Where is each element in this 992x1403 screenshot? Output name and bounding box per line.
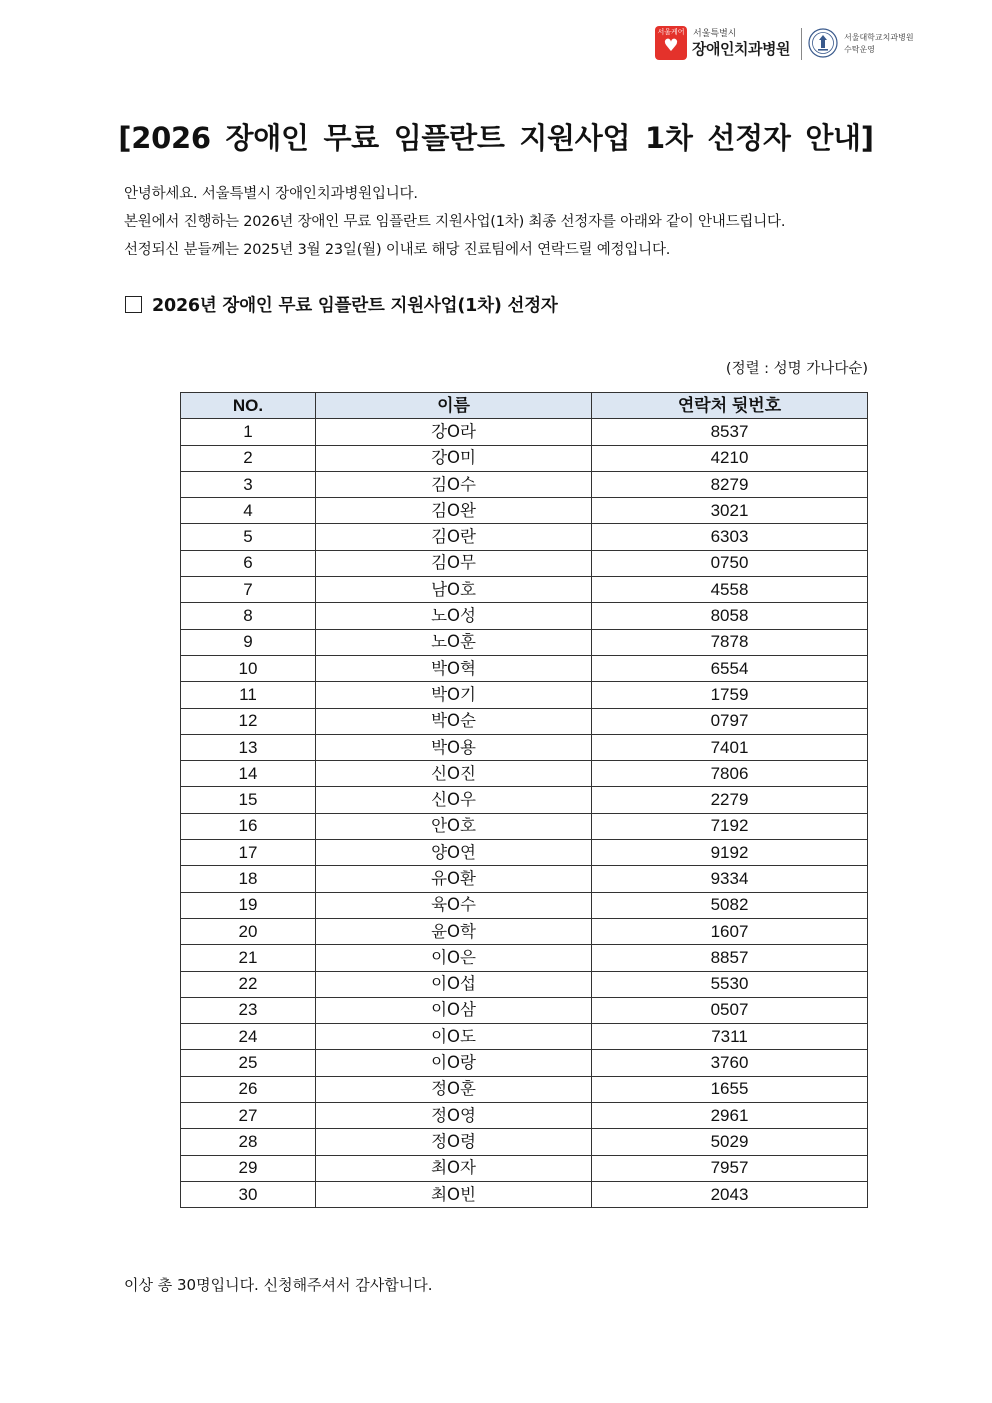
cell-phone: 5082 <box>592 892 868 918</box>
cell-name: 육O수 <box>316 892 592 918</box>
cell-name: 이O삼 <box>316 997 592 1023</box>
cell-name: 이O섭 <box>316 971 592 997</box>
partner-note: 수탁운영 <box>844 45 875 54</box>
cell-phone: 7957 <box>592 1155 868 1181</box>
intro-line: 본원에서 진행하는 2026년 장애인 무료 임플란트 지원사업(1차) 최종 선정자를 아래와 같이 안내드립니다. <box>124 214 786 230</box>
cell-no: 12 <box>181 708 316 734</box>
cell-name: 강O라 <box>316 419 592 445</box>
cell-name: 김O수 <box>316 471 592 497</box>
table-row <box>181 1155 868 1181</box>
cell-name: 이O도 <box>316 1024 592 1050</box>
cell-phone: 4210 <box>592 445 868 471</box>
cell-phone: 1759 <box>592 682 868 708</box>
table-row <box>181 1050 868 1076</box>
cell-phone: 3021 <box>592 498 868 524</box>
table-row <box>181 971 868 997</box>
cell-name: 강O미 <box>316 445 592 471</box>
cell-name: 양O연 <box>316 840 592 866</box>
logo-divider <box>801 28 802 60</box>
cell-name: 신O진 <box>316 761 592 787</box>
cell-no: 7 <box>181 577 316 603</box>
table-row <box>181 918 868 944</box>
intro-text <box>124 180 934 264</box>
selectee-table <box>180 392 868 1208</box>
cell-name: 노O성 <box>316 603 592 629</box>
cell-name: 정O령 <box>316 1129 592 1155</box>
cell-no: 22 <box>181 971 316 997</box>
table-row <box>181 629 868 655</box>
cell-phone: 8537 <box>592 419 868 445</box>
hospital-city: 서울특별시 <box>693 29 737 39</box>
table-row <box>181 1024 868 1050</box>
cell-no: 18 <box>181 866 316 892</box>
table-row <box>181 524 868 550</box>
sort-note: (정렬 : 성명 가나다순) <box>725 361 868 377</box>
cell-no: 29 <box>181 1155 316 1181</box>
table-row <box>181 840 868 866</box>
cell-no: 2 <box>181 445 316 471</box>
heart-icon: ♥ <box>663 36 679 56</box>
cell-no: 8 <box>181 603 316 629</box>
table-row <box>181 892 868 918</box>
table-row <box>181 787 868 813</box>
cell-no: 26 <box>181 1076 316 1102</box>
cell-name: 김O란 <box>316 524 592 550</box>
table-row <box>181 1129 868 1155</box>
cell-phone: 9192 <box>592 840 868 866</box>
cell-phone: 0750 <box>592 550 868 576</box>
cell-phone: 7401 <box>592 734 868 760</box>
table-body <box>181 419 868 1208</box>
cell-no: 17 <box>181 840 316 866</box>
cell-phone: 2961 <box>592 1103 868 1129</box>
footer-note: 이상 총 30명입니다. 신청해주셔서 감사합니다. <box>124 1276 433 1294</box>
cell-name: 최O빈 <box>316 1181 592 1207</box>
cell-no: 1 <box>181 419 316 445</box>
cell-name: 윤O학 <box>316 918 592 944</box>
section-title: 2026년 장애인 무료 임플란트 지원사업(1차) 선정자 <box>152 296 558 316</box>
intro-line: 안녕하세요. 서울특별시 장애인치과병원입니다. <box>124 186 418 202</box>
cell-phone: 9334 <box>592 866 868 892</box>
cell-phone: 8279 <box>592 471 868 497</box>
cell-no: 11 <box>181 682 316 708</box>
cell-phone: 1655 <box>592 1076 868 1102</box>
table-header-row <box>181 393 868 419</box>
cell-name: 이O랑 <box>316 1050 592 1076</box>
cell-no: 4 <box>181 498 316 524</box>
cell-phone: 7878 <box>592 629 868 655</box>
column-header-name: 이름 <box>316 393 592 419</box>
cell-name: 박O순 <box>316 708 592 734</box>
badge-text: 서울케어 <box>657 28 685 36</box>
university-emblem-icon <box>808 28 838 58</box>
table-row <box>181 734 868 760</box>
table-row <box>181 945 868 971</box>
table-row <box>181 813 868 839</box>
cell-no: 3 <box>181 471 316 497</box>
cell-phone: 4558 <box>592 577 868 603</box>
cell-name: 정O영 <box>316 1103 592 1129</box>
seoul-care-logo <box>655 26 687 60</box>
cell-name: 김O무 <box>316 550 592 576</box>
page-title: [2026 장애인 무료 임플란트 지원사업 1차 선정자 안내] <box>118 121 874 155</box>
cell-name: 최O자 <box>316 1155 592 1181</box>
header-logos <box>655 24 925 68</box>
cell-no: 28 <box>181 1129 316 1155</box>
table-row <box>181 419 868 445</box>
table-row <box>181 1103 868 1129</box>
cell-no: 24 <box>181 1024 316 1050</box>
cell-phone: 0797 <box>592 708 868 734</box>
section-heading <box>125 292 558 317</box>
cell-phone: 8857 <box>592 945 868 971</box>
cell-no: 5 <box>181 524 316 550</box>
cell-phone: 2279 <box>592 787 868 813</box>
intro-line: 선정되신 분들께는 2025년 3월 23일(월) 이내로 해당 진료팀에서 연락드릴 예정입니다. <box>124 242 671 258</box>
table-row <box>181 445 868 471</box>
cell-phone: 7311 <box>592 1024 868 1050</box>
column-header-phone: 연락처 뒷번호 <box>592 393 868 419</box>
cell-name: 유O환 <box>316 866 592 892</box>
cell-no: 16 <box>181 813 316 839</box>
cell-name: 노O훈 <box>316 629 592 655</box>
cell-no: 13 <box>181 734 316 760</box>
cell-no: 21 <box>181 945 316 971</box>
cell-phone: 1607 <box>592 918 868 944</box>
cell-name: 이O은 <box>316 945 592 971</box>
cell-no: 23 <box>181 997 316 1023</box>
table-row <box>181 655 868 681</box>
cell-no: 19 <box>181 892 316 918</box>
table-row <box>181 471 868 497</box>
table-row <box>181 682 868 708</box>
table-row <box>181 866 868 892</box>
cell-name: 박O용 <box>316 734 592 760</box>
cell-no: 20 <box>181 918 316 944</box>
cell-name: 신O우 <box>316 787 592 813</box>
cell-phone: 6303 <box>592 524 868 550</box>
cell-name: 김O완 <box>316 498 592 524</box>
cell-phone: 8058 <box>592 603 868 629</box>
cell-no: 25 <box>181 1050 316 1076</box>
cell-phone: 5530 <box>592 971 868 997</box>
cell-no: 10 <box>181 655 316 681</box>
cell-name: 박O기 <box>316 682 592 708</box>
cell-phone: 2043 <box>592 1181 868 1207</box>
hospital-name: 장애인치과병원 <box>692 40 790 58</box>
cell-no: 30 <box>181 1181 316 1207</box>
cell-name: 박O혁 <box>316 655 592 681</box>
cell-name: 정O훈 <box>316 1076 592 1102</box>
cell-no: 6 <box>181 550 316 576</box>
cell-name: 안O호 <box>316 813 592 839</box>
table-row <box>181 1076 868 1102</box>
table-row <box>181 603 868 629</box>
cell-no: 9 <box>181 629 316 655</box>
cell-no: 14 <box>181 761 316 787</box>
cell-phone: 3760 <box>592 1050 868 1076</box>
cell-phone: 0507 <box>592 997 868 1023</box>
cell-phone: 5029 <box>592 1129 868 1155</box>
table-row <box>181 997 868 1023</box>
table-row <box>181 708 868 734</box>
cell-phone: 7806 <box>592 761 868 787</box>
checkbox-icon <box>125 296 142 313</box>
table-row <box>181 498 868 524</box>
table-row <box>181 1181 868 1207</box>
column-header-no: NO. <box>181 393 316 419</box>
cell-phone: 7192 <box>592 813 868 839</box>
table-row <box>181 550 868 576</box>
partner-name: 서울대학교치과병원 <box>844 33 914 42</box>
cell-phone: 6554 <box>592 655 868 681</box>
cell-no: 15 <box>181 787 316 813</box>
table-row <box>181 761 868 787</box>
cell-name: 남O호 <box>316 577 592 603</box>
table-row <box>181 577 868 603</box>
cell-no: 27 <box>181 1103 316 1129</box>
